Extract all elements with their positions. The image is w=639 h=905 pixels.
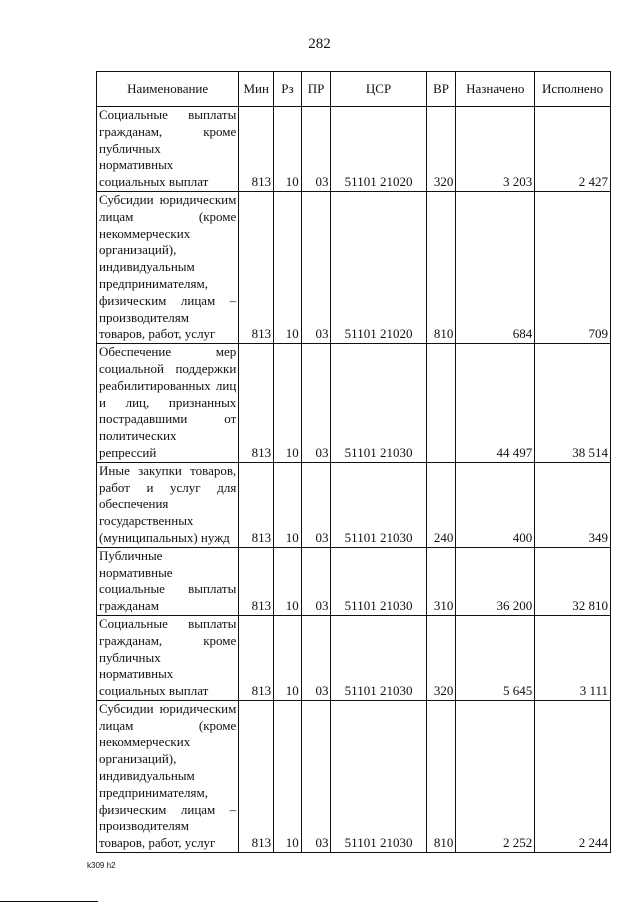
row-executed: 709 [535, 191, 611, 343]
header-csr: ЦСР [331, 72, 426, 107]
row-pr: 03 [301, 344, 331, 463]
row-planned: 684 [456, 191, 535, 343]
row-pr: 03 [301, 191, 331, 343]
row-csr: 51101 21030 [331, 700, 426, 852]
row-rz: 10 [274, 700, 302, 852]
row-name: Публичные нормативные социальные выплаты гражданам [97, 547, 239, 615]
row-rz: 10 [274, 191, 302, 343]
header-min: Мин [239, 72, 274, 107]
table-row [97, 191, 611, 343]
header-pr: ПР [301, 72, 331, 107]
row-csr: 51101 21020 [331, 107, 426, 192]
row-min: 813 [239, 344, 274, 463]
row-planned: 36 200 [456, 547, 535, 615]
row-planned: 2 252 [456, 700, 535, 852]
row-min: 813 [239, 107, 274, 192]
table-row [97, 615, 611, 700]
row-vr: 320 [426, 107, 456, 192]
row-csr: 51101 21030 [331, 462, 426, 547]
row-csr: 51101 21030 [331, 344, 426, 463]
header-rz: Рз [274, 72, 302, 107]
row-pr: 03 [301, 615, 331, 700]
row-vr: 810 [426, 700, 456, 852]
bottom-rule [0, 901, 98, 902]
table-header-row [97, 72, 611, 107]
row-name: Субсидии юридическим лицам (кроме некоммерческих организаций), индивидуальным предпринимателям, физическим лицам – производителям товаров, работ, услуг [97, 700, 239, 852]
row-planned: 3 203 [456, 107, 535, 192]
row-rz: 10 [274, 462, 302, 547]
row-vr: 240 [426, 462, 456, 547]
page-number: 282 [308, 36, 331, 52]
budget-table [96, 71, 611, 853]
row-name: Социальные выплаты гражданам, кроме публичных нормативных социальных выплат [97, 107, 239, 192]
row-name: Субсидии юридическим лицам (кроме некоммерческих организаций), индивидуальным предпринимателям, физическим лицам – производителям товаров, работ, услуг [97, 191, 239, 343]
row-executed: 38 514 [535, 344, 611, 463]
document-code: k309 h2 [87, 861, 116, 870]
row-name: Социальные выплаты гражданам, кроме публичных нормативных социальных выплат [97, 615, 239, 700]
row-executed: 349 [535, 462, 611, 547]
row-csr: 51101 21020 [331, 191, 426, 343]
header-vr: ВР [426, 72, 456, 107]
table-row [97, 344, 611, 463]
row-min: 813 [239, 615, 274, 700]
row-executed: 2 244 [535, 700, 611, 852]
row-vr: 810 [426, 191, 456, 343]
row-csr: 51101 21030 [331, 547, 426, 615]
row-csr: 51101 21030 [331, 615, 426, 700]
row-executed: 2 427 [535, 107, 611, 192]
row-name: Иные закупки товаров, работ и услуг для обеспечения государственных (муниципальных) нужд [97, 462, 239, 547]
header-planned: Назначено [456, 72, 535, 107]
row-planned: 5 645 [456, 615, 535, 700]
row-pr: 03 [301, 462, 331, 547]
row-vr: 310 [426, 547, 456, 615]
row-min: 813 [239, 191, 274, 343]
row-pr: 03 [301, 700, 331, 852]
row-rz: 10 [274, 547, 302, 615]
table-row [97, 547, 611, 615]
table-row [97, 107, 611, 192]
row-pr: 03 [301, 547, 331, 615]
row-vr: 320 [426, 615, 456, 700]
row-min: 813 [239, 547, 274, 615]
table-row [97, 700, 611, 852]
row-rz: 10 [274, 615, 302, 700]
row-rz: 10 [274, 107, 302, 192]
row-rz: 10 [274, 344, 302, 463]
row-executed: 3 111 [535, 615, 611, 700]
row-executed: 32 810 [535, 547, 611, 615]
row-vr [426, 344, 456, 463]
row-planned: 400 [456, 462, 535, 547]
header-name: Наименование [97, 72, 239, 107]
row-planned: 44 497 [456, 344, 535, 463]
header-executed: Исполнено [535, 72, 611, 107]
row-name: Обеспечение мер социальной поддержки реабилитированных лиц и лиц, признанных пострадавшими от политических репрессий [97, 344, 239, 463]
table-row [97, 462, 611, 547]
row-min: 813 [239, 462, 274, 547]
row-min: 813 [239, 700, 274, 852]
row-pr: 03 [301, 107, 331, 192]
